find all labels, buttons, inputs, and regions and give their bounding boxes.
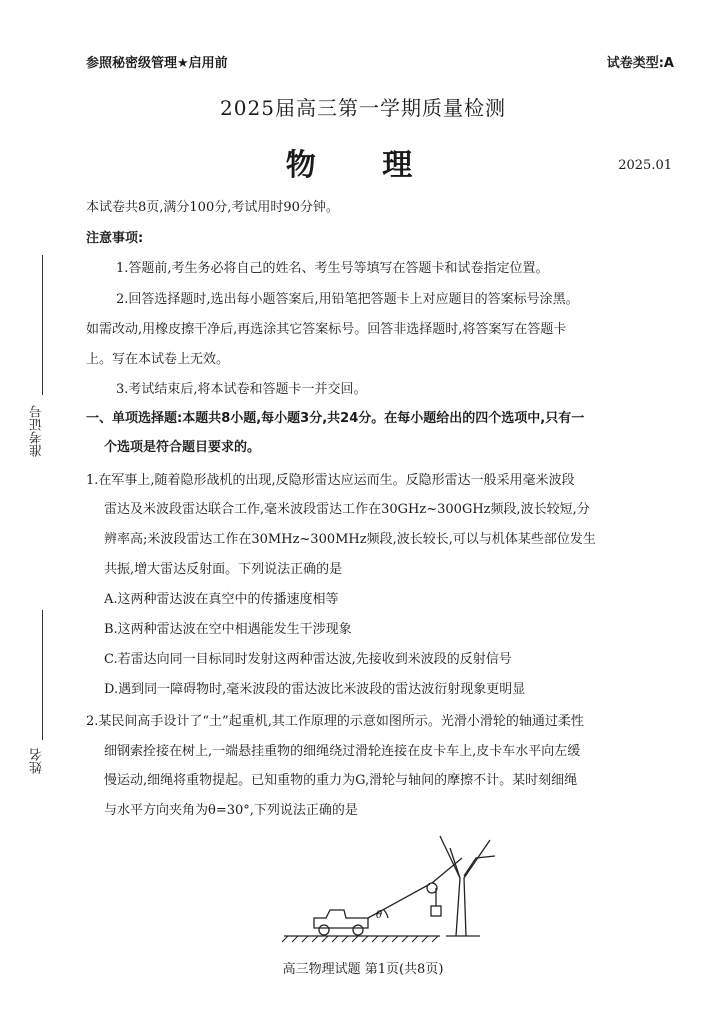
ground-line [282,936,440,942]
note-3: 3.考试结束后,将本试卷和答题卡一并交回。 [116,382,367,397]
page-footer: 高三物理试题 第1页(共8页) [282,962,444,977]
q1-option-a: A.这两种雷达波在真空中的传播速度相等 [104,592,339,607]
exam-date: 2025.01 [618,158,672,173]
q1-option-d: D.遇到同一障碍物时,毫米波段的雷达波比米波段的雷达波衍射现象更明显 [104,682,526,697]
weight-block [431,906,441,916]
q2-stem-line-1: 2.某民间高手设计了“土”起重机,其工作原理的示意如图所示。光滑小滑轮的轴通过柔性 [86,714,584,729]
pickup-truck [314,910,368,935]
confidential-label: 参照秘密级管理★启用前 [86,56,228,71]
note-1: 1.答题前,考生务必将自己的姓名、考生号等填写在答题卡和试卷指定位置。 [116,261,549,276]
name-label: 姓名 [30,748,45,774]
q1-stem-line-1: 1.在军事上,随着隐形战机的出现,反隐形雷达应运而生。反隐形雷达一般采用毫米波段 [86,473,575,488]
exam-id-write-line [42,255,43,395]
tree [440,836,495,936]
q1-option-c: C.若雷达向同一目标同时发射这两种雷达波,先接收到米波段的反射信号 [104,652,512,667]
angle-label: θ [376,910,383,921]
exam-id-label: 准考证号 [30,405,45,457]
exam-title: 2025届高三第一学期质量检测 [220,96,506,120]
notes-heading: 注意事项: [86,231,144,246]
section-1-heading-cont: 个选项是符合题目要求的。 [104,440,261,455]
q1-option-b: B.这两种雷达波在空中相遇能发生干涉现象 [104,622,352,637]
section-1-heading: 一、单项选择题:本题共8小题,每小题3分,共24分。在每小题给出的四个选项中,只有一 [86,411,585,426]
q2-stem-line-2: 细钢索拴接在树上,一端悬挂重物的细绳绕过滑轮连接在皮卡车上,皮卡车水平向左缓 [104,744,581,759]
subject-title: 物 理 [285,148,441,183]
paper-type: 试卷类型:A [606,56,674,71]
q2-stem-line-4: 与水平方向夹角为θ=30°,下列说法正确的是 [104,803,358,818]
q2-stem-line-3: 慢运动,细绳将重物提起。已知重物的重力为G,滑轮与轴间的摩擦不计。某时刻细绳 [104,773,578,788]
q1-stem-line-3: 辨率高;米波段雷达工作在30MHz~300MHz频段,波长较长,可以与机体某些部位发生 [104,532,596,547]
intro-text: 本试卷共8页,满分100分,考试用时90分钟。 [86,200,339,215]
q1-stem-line-4: 共振,增大雷达反射面。下列说法正确的是 [104,562,343,577]
crane-figure [280,818,510,944]
pulley [427,858,462,893]
name-write-line [42,610,43,740]
note-2-line-2: 如需改动,用橡皮擦干净后,再选涂其它答案标号。回答非选择题时,将答案写在答题卡 [86,322,567,337]
note-2-line-1: 2.回答选择题时,选出每小题答案后,用铅笔把答题卡上对应题目的答案标号涂黑。 [116,292,579,307]
q1-stem-line-2: 雷达及米波段雷达联合工作,毫米波段雷达工作在30GHz~300GHz频段,波长较短,分 [104,502,590,517]
note-2-line-3: 上。写在本试卷上无效。 [86,352,230,367]
angle-arc [384,910,388,918]
